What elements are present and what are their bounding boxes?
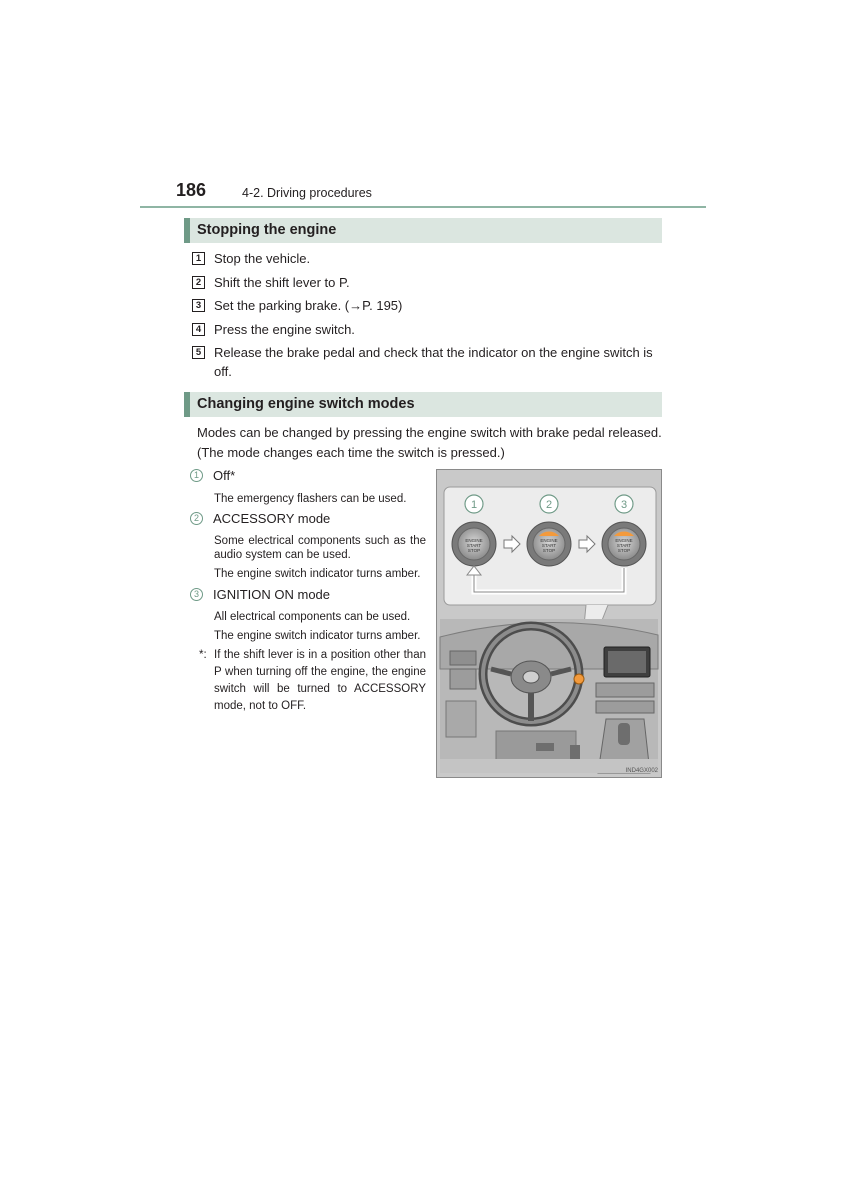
step-text: Stop the vehicle. [214, 251, 311, 266]
footnote-text: If the shift lever is in a position other than P when turning off the engine, the engine switch will be turned to ACCESSORY mode, not to OFF. [214, 649, 426, 712]
step-text: Shift the shift lever to P. [214, 274, 350, 290]
svg-text:STOP: STOP [617, 548, 631, 553]
engine-switch-off [452, 522, 496, 566]
engine-switch-illustration [436, 469, 662, 778]
svg-text:START: START [541, 543, 557, 548]
step-text: Release the brake pedal and check that the indicator on the engine switch is off. [214, 345, 653, 379]
footnote [199, 647, 426, 715]
callout-1 [465, 495, 483, 513]
mode-item-ignition-on [190, 585, 426, 604]
callout-3 [615, 495, 633, 513]
step-item [192, 296, 662, 315]
chapter-title: 4-2. Driving procedures [242, 186, 372, 200]
section-heading-changing-modes: Changing engine switch modes [184, 392, 662, 417]
mode-label: IGNITION ON mode [213, 587, 331, 602]
step-number: 5 [192, 346, 205, 359]
svg-text:2: 2 [545, 499, 553, 511]
mode-description: Some electrical components such as the audio system can be used. [214, 535, 426, 561]
engine-switch-location [574, 674, 584, 684]
modes-list [190, 466, 426, 715]
svg-text:START: START [466, 543, 482, 548]
svg-text:STOP: STOP [542, 548, 556, 553]
mode-label: ACCESSORY mode [213, 511, 331, 526]
svg-text:ENGINE: ENGINE [615, 538, 633, 543]
step-item [192, 320, 662, 339]
step-number: 1 [192, 252, 205, 265]
step-item [192, 273, 662, 292]
mode-item-accessory [190, 509, 426, 528]
circled-number: 1 [190, 469, 203, 482]
dashboard-drawing [440, 619, 658, 773]
step-text: Set the parking brake. (→P. 195) [214, 298, 403, 313]
step-number: 4 [192, 323, 205, 336]
steps-list [192, 249, 662, 386]
svg-text:ENGINE: ENGINE [540, 538, 558, 543]
step-number: 3 [192, 299, 205, 312]
illustration-svg [436, 469, 662, 778]
svg-text:ENGINE: ENGINE [465, 538, 483, 543]
svg-text:START: START [616, 543, 632, 548]
mode-item-off [190, 466, 426, 485]
intro-paragraph: Modes can be changed by pressing the engine switch with brake pedal released. (The mode changes each time the switch is pressed.) [197, 425, 662, 460]
mode-description: The engine switch indicator turns amber. [214, 568, 421, 580]
section-heading-stopping-engine: Stopping the engine [184, 218, 662, 243]
step-number: 2 [192, 276, 205, 289]
callout-2 [540, 495, 558, 513]
image-code: IND4GX002 [625, 768, 658, 774]
svg-text:1: 1 [470, 499, 478, 511]
svg-text:STOP: STOP [467, 548, 481, 553]
mode-description: All electrical components can be used. [214, 611, 411, 623]
mode-description: The engine switch indicator turns amber. [214, 630, 421, 642]
page-number: 186 [176, 180, 207, 200]
mode-description: The emergency flashers can be used. [214, 493, 407, 505]
step-text: Press the engine switch. [214, 321, 355, 337]
header-rule [140, 206, 706, 208]
engine-switch-accessory [527, 522, 571, 566]
mode-label: Off* [213, 468, 236, 483]
step-item [192, 343, 662, 381]
footnote-mark: *: [199, 649, 207, 661]
circled-number: 3 [190, 588, 203, 601]
circled-number: 2 [190, 512, 203, 525]
engine-switch-ignition-on [602, 522, 646, 566]
svg-text:3: 3 [620, 499, 628, 511]
step-item [192, 249, 662, 268]
